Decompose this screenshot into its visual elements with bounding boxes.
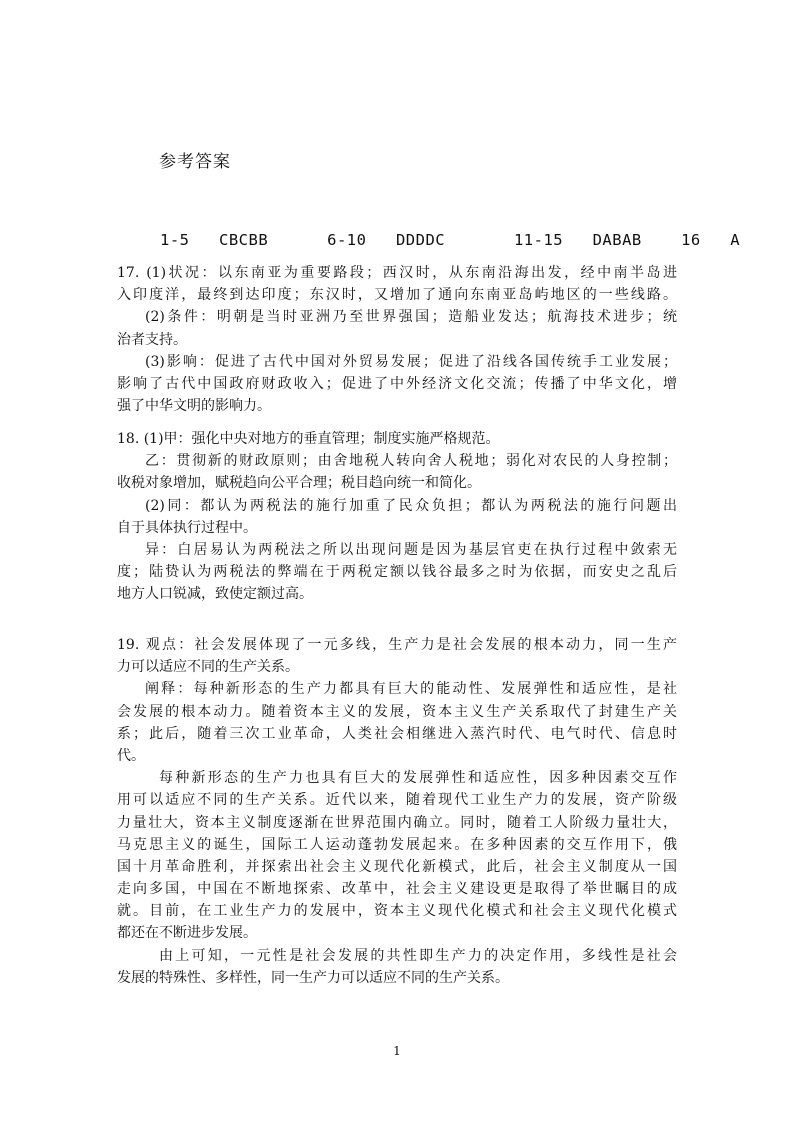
text-line: 18. (1)甲：强化中央对地方的垂直管理；制度实施严格规范。	[117, 431, 500, 447]
text-line: 由上可知，一元性是社会发展的共性即生产力的决定作用，多线性是社会	[159, 947, 677, 964]
text-line: 走向多国，中国在不断地探索、改革中，社会主义建设更是取得了举世瞩目的成	[117, 881, 677, 898]
text-line: 17. (1)状况：以东南亚为重要路段；西汉时，从东南沿海出发，经中南半岛进	[117, 265, 677, 281]
text-line: 每种新形态的生产力也具有巨大的发展弹性和适应性，因多种因素交互作	[159, 770, 677, 787]
text-line: 会发展的根本动力。随着资本主义的发展，资本主义生产关系取代了封建生产关	[117, 703, 677, 720]
scan-speck: .	[203, 1024, 205, 1029]
text-line: 都还在不断进步发展。	[117, 925, 257, 942]
text-line: (3)影响：促进了古代中国对外贸易发展；促进了沿线各国传统手工业发展；	[145, 353, 677, 370]
text-line: (2)条件：明朝是当时亚洲乃至世界强国；造船业发达；航海技术进步；统	[145, 309, 677, 326]
text-line: 收税对象增加，赋税趋向公平合理；税目趋向统一和简化。	[117, 475, 481, 492]
text-line: 入印度洋，最终到达印度；东汉时，又增加了通向东南亚岛屿地区的一些线路。	[117, 287, 677, 304]
answer-17	[117, 262, 677, 417]
text-line: (2)同：都认为两税法的施行加重了民众负担；都认为两税法的施行问题出	[145, 497, 677, 514]
answer-18	[117, 428, 677, 606]
text-line: 国十月革命胜利，并探索出社会主义现代化新模式，此后，社会主义制度从一国	[117, 858, 677, 875]
text-line: 自于具体执行过程中。	[117, 519, 257, 536]
text-line: 力可以适应不同的生产关系。	[117, 659, 299, 676]
multiple-choice-answer-key: 1-5 CBCBB 6-10 DDDDC 11-15 DABAB 16 A	[160, 231, 741, 249]
text-line: 阐释：每种新形态的生产力都具有巨大的能动性、发展弹性和适应性，是社	[145, 681, 677, 698]
answer-19	[117, 634, 677, 989]
text-line: 乙：贯彻新的财政原则；由舍地税人转向舍人税地；弱化对农民的人身控制；	[145, 453, 677, 470]
text-line: 地方人口锐减，致使定额过高。	[117, 586, 313, 603]
text-line: 用可以适应不同的生产关系。近代以来，随着现代工业生产力的发展，资产阶级	[117, 792, 677, 809]
text-line: 影响了古代中国政府财政收入；促进了中外经济文化交流；传播了中华文化，增	[117, 375, 677, 392]
text-line: 马克思主义的诞生，国际工人运动蓬勃发展起来。在多种因素的交互作用下，俄	[117, 836, 677, 853]
text-line: 系；此后，随着三次工业革命，人类社会相继进入蒸汽时代、电气时代、信息时	[117, 725, 677, 742]
scan-speck: .	[590, 63, 592, 68]
text-line: 强了中华文明的影响力。	[117, 398, 271, 415]
text-line: 异：白居易认为两税法之所以出现问题是因为基层官吏在执行过程中敛索无	[145, 541, 677, 558]
text-line: 代。	[117, 747, 145, 764]
text-line: 发展的特殊性、多样性，同一生产力可以适应不同的生产关系。	[117, 969, 509, 986]
text-line: 就。目前，在工业生产力的发展中，资本主义现代化模式和社会主义现代化模式	[117, 903, 677, 920]
text-line: 力量壮大，资本主义制度逐渐在世界范围内确立。同时，随着工人阶级力量壮大，	[117, 814, 677, 831]
text-line: 度；陆贽认为两税法的弊端在于两税定额以钱谷最多之时为依据，而安史之乱后	[117, 564, 677, 581]
text-line: 治者支持。	[117, 331, 187, 348]
page-number: 1	[393, 1044, 401, 1058]
text-line: 19. 观点：社会发展体现了一元多线，生产力是社会发展的根本动力，同一生产	[117, 637, 677, 653]
page-title: 参考答案	[159, 152, 231, 172]
